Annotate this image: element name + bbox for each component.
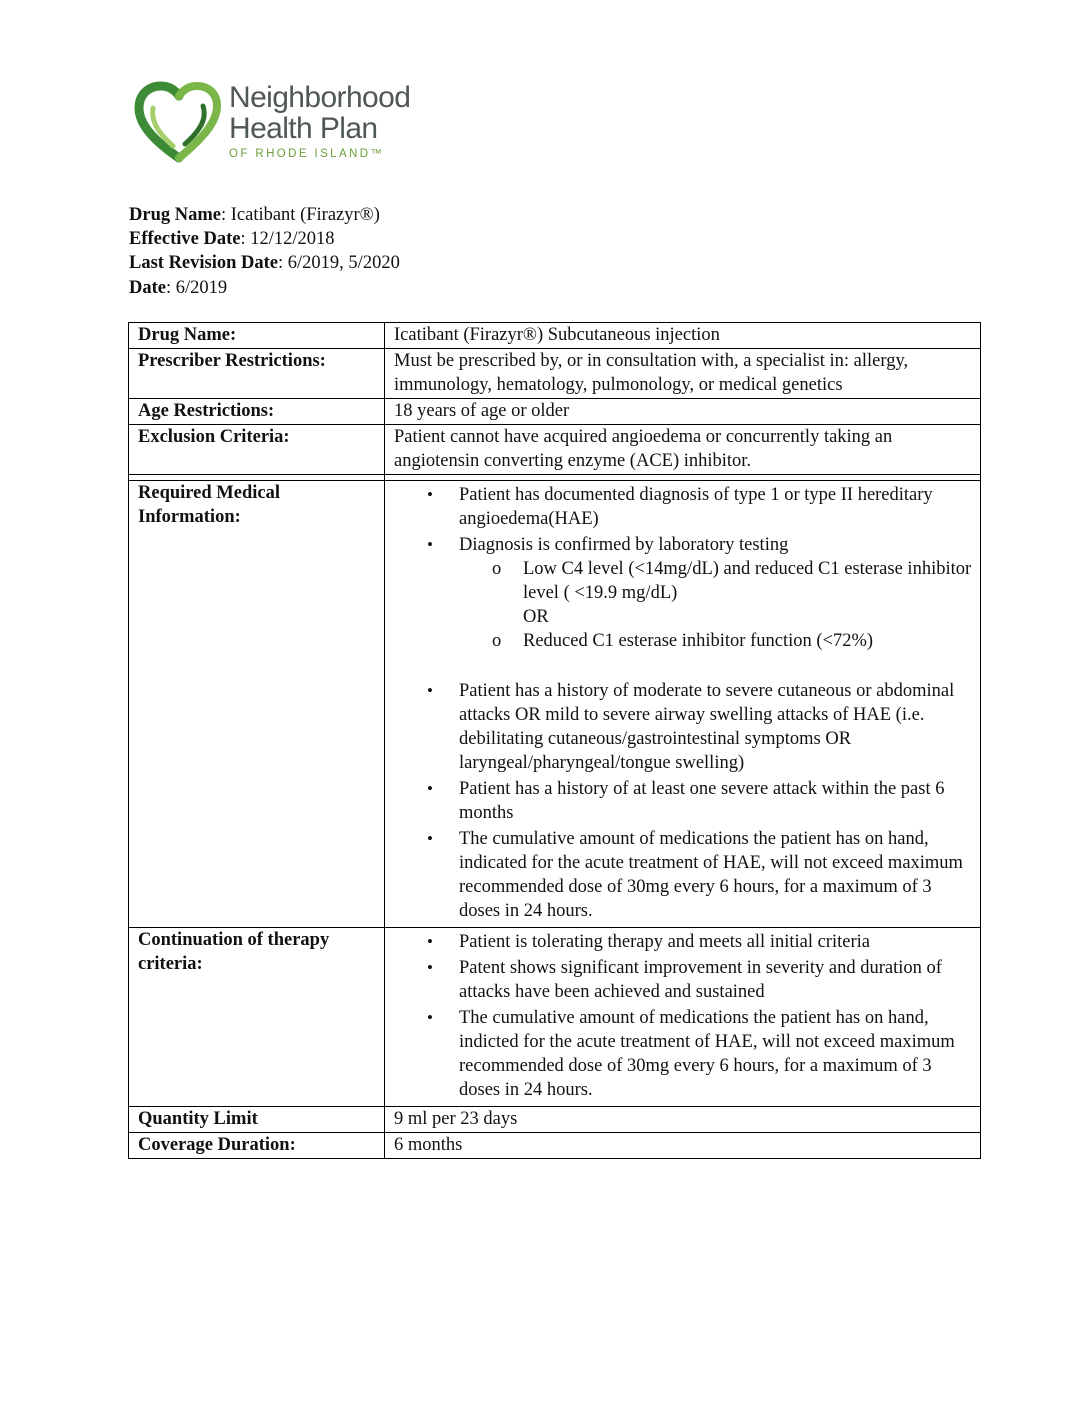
coverage-value: 6 months xyxy=(385,1133,981,1159)
prescriber-label: Prescriber Restrictions: xyxy=(129,349,385,399)
exclusion-label: Exclusion Criteria: xyxy=(129,425,385,475)
meta-effective-date xyxy=(129,227,400,251)
exclusion-value: Patient cannot have acquired angioedema or concurrently taking an angiotensin converting enzyme (ACE) inhibitor. xyxy=(385,425,981,475)
list-item-text: Diagnosis is confirmed by laboratory testing xyxy=(459,535,789,555)
meta-drug-name-value: : Icatibant (Firazyr®) xyxy=(220,205,380,225)
coverage-label: Coverage Duration: xyxy=(129,1133,385,1159)
meta-revision-date-value: : 6/2019, 5/2020 xyxy=(278,253,400,274)
or-text: OR xyxy=(523,607,549,627)
logo-line-1: Neighborhood xyxy=(229,81,411,114)
row-drug-name xyxy=(129,323,981,349)
meta-revision-date xyxy=(129,251,400,275)
required-value xyxy=(385,481,981,928)
list-item: • Patient has a history of moderate to severe cutaneous or abdominal attacks OR mild to severe airway swelling attacks of HAE (i.e. debilitating cutaneous/gastrointestinal symptoms OR laryngeal/pharyngeal/tongue swelling) xyxy=(394,679,972,775)
row-coverage-duration xyxy=(129,1133,981,1159)
drug-name-value: Icatibant (Firazyr®) Subcutaneous injection xyxy=(385,323,981,349)
row-required-medical-information xyxy=(129,481,981,928)
meta-drug-name xyxy=(129,203,400,227)
list-item: • Patient is tolerating therapy and meets all initial criteria xyxy=(394,930,972,954)
logo xyxy=(133,78,433,168)
required-label: Required Medical Information: xyxy=(129,481,385,928)
list-item: • The cumulative amount of medications the patient has on hand, indicted for the acute treatment of HAE, will not exceed maximum recommended dose of 30mg every 6 hours, for a maximum of 3 doses in 24 hours. xyxy=(394,1006,972,1102)
logo-wordmark xyxy=(229,82,410,160)
meta-revision-date-label: Last Revision Date xyxy=(129,253,279,274)
logo-subtitle: OF RHODE ISLAND™ xyxy=(229,148,385,160)
spacer xyxy=(459,653,972,677)
row-age-restrictions xyxy=(129,399,981,425)
age-label: Age Restrictions: xyxy=(129,399,385,425)
continuation-bullet-list xyxy=(394,930,972,1102)
continuation-value xyxy=(385,928,981,1107)
sub-list xyxy=(459,629,972,653)
row-continuation-criteria xyxy=(129,928,981,1107)
list-item: • Patient has a history of at least one severe attack within the past 6 months xyxy=(394,777,972,825)
heart-logo-icon xyxy=(133,78,225,170)
list-item: • The cumulative amount of medications the patient has on hand, indicated for the acute treatment of HAE, will not exceed maximum recommended dose of 30mg every 6 hours, for a maximum of 3 doses in 24 hours. xyxy=(394,827,972,923)
document-meta xyxy=(129,203,400,300)
list-item: • Patent shows significant improvement in severity and duration of attacks have been achieved and sustained xyxy=(394,956,972,1004)
policy-table xyxy=(128,322,981,1159)
meta-date xyxy=(129,276,400,300)
meta-date-value: : 6/2019 xyxy=(165,277,228,298)
quantity-label: Quantity Limit xyxy=(129,1107,385,1133)
quantity-value: 9 ml per 23 days xyxy=(385,1107,981,1133)
drug-name-label: Drug Name: xyxy=(129,323,385,349)
logo-line-2: Health Plan xyxy=(229,112,378,145)
prescriber-value: Must be prescribed by, or in consultation with, a specialist in: allergy, immunology, hematology, pulmonology, or medical genetics xyxy=(385,349,981,399)
sub-list xyxy=(459,557,972,605)
continuation-label: Continuation of therapy criteria: xyxy=(129,928,385,1107)
sub-list-item: o Reduced C1 esterase inhibitor function (<72%) xyxy=(459,629,972,653)
meta-effective-date-value: : 12/12/2018 xyxy=(240,229,335,250)
list-item xyxy=(394,533,972,677)
row-exclusion-criteria xyxy=(129,425,981,475)
meta-effective-date-label: Effective Date xyxy=(129,229,241,250)
meta-drug-name-label: Drug Name xyxy=(129,205,221,225)
age-value: 18 years of age or older xyxy=(385,399,981,425)
required-bullet-list xyxy=(394,483,972,923)
row-prescriber-restrictions xyxy=(129,349,981,399)
list-item: • Patient has documented diagnosis of type 1 or type II hereditary angioedema(HAE) xyxy=(394,483,972,531)
sub-list-item: o Low C4 level (<14mg/dL) and reduced C1 esterase inhibitor level ( <19.9 mg/dL) xyxy=(459,557,972,605)
row-quantity-limit xyxy=(129,1107,981,1133)
meta-date-label: Date xyxy=(129,277,166,298)
